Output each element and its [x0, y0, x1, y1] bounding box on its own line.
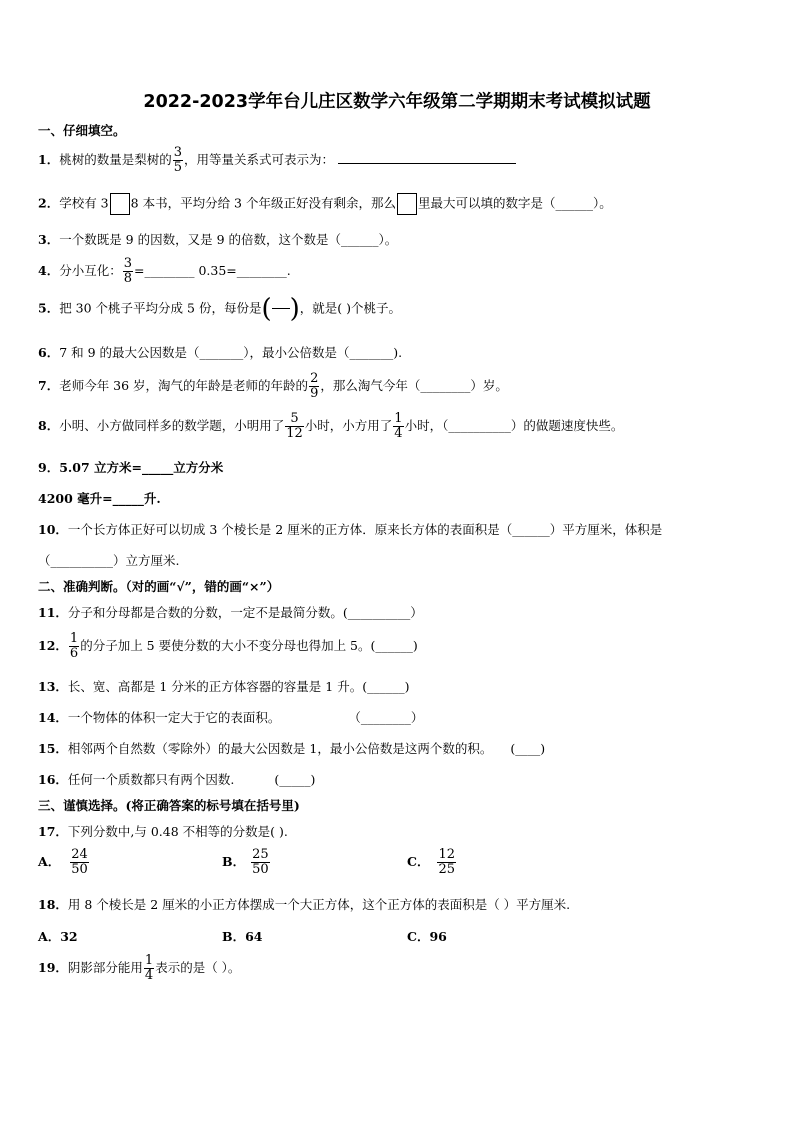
choice-b[interactable]: B．64	[222, 929, 263, 944]
question-6: 6．7 和 9 的最大公因数是（_______），最小公倍数是（_______).	[38, 345, 403, 360]
question-1: 1．桃树的数量是梨树的 $\frac{3}{5}$ ，用等量关系式可表示为：	[38, 146, 516, 175]
question-5: 5．把 30 个桃子平均分成 5 份，每份是( )，就是( )个桃子。	[38, 294, 402, 324]
page-title: 2022-2023学年台儿庄区数学六年级第二学期期末考试模拟试题	[143, 92, 651, 112]
choice-a[interactable]: A． $\frac{24}{50}$	[38, 847, 88, 877]
question-9: 9．5.07 立方米=_____立方分米	[38, 460, 224, 475]
question-16: 16．任何一个质数都只有两个因数. (_____)	[38, 772, 316, 787]
choice-a[interactable]: A．32	[38, 929, 78, 944]
section-1-heading: 一、仔细填空。	[38, 123, 126, 138]
question-18: 18．用 8 个棱长是 2 厘米的小正方体摆成一个大正方体，这个正方体的表面积是（ ）平方厘米.	[38, 897, 571, 912]
section-2-heading: 二、准确判断。（对的画“√”，错的画“×”）	[38, 579, 280, 594]
question-7: 7．老师今年 36 岁，淘气的年龄是老师的年龄的 $\frac{2}{9}$ ，那么淘气今年（________）岁。	[38, 371, 508, 401]
choice-c[interactable]: C．96	[407, 929, 447, 944]
choice-b[interactable]: B． $\frac{25}{50}$	[222, 847, 269, 877]
question-19: 19．阴影部分能用 $\frac{1}{4}$ 表示的是（ ）。	[38, 953, 241, 983]
question-15: 15．相邻两个自然数（零除外）的最大公因数是 1，最小公倍数是这两个数的积。 (____)	[38, 741, 546, 756]
question-8: 8．小明、小方做同样多的数学题，小明用了 $\frac{5}{12}$ 小时，小方用了 $\frac{1}{4}$ 小时，（__________）的做题速度快些。	[38, 411, 624, 441]
choice-c[interactable]: C． $\frac{12}{25}$	[407, 847, 455, 877]
question-4: 4．分小互化： $\frac{3}{8}$ =________ 0.35=________.	[38, 256, 291, 286]
question-10: 10．一个长方体正好可以切成 3 个棱长是 2 厘米的正方体．原来长方体的表面积是（______）平方厘米，体积是	[38, 522, 663, 537]
fraction: $\frac{1}{4}$	[144, 953, 154, 983]
fraction: $\frac{1}{4}$	[394, 411, 403, 441]
question-3: 3．一个数既是 9 的因数，又是 9 的倍数，这个数是（______）。	[38, 232, 398, 247]
fraction: $\frac{3}{8}$	[123, 256, 132, 286]
question-14: 14．一个物体的体积一定大于它的表面积。 （________）	[38, 710, 424, 725]
section-3-heading: 三、谨慎选择。(将正确答案的标号填在括号里)	[38, 798, 300, 813]
fraction: $\frac{1}{6}$	[69, 631, 79, 661]
digit-box[interactable]	[397, 193, 417, 215]
question-2: 2．学校有 3 8 本书，平均分给 3 个年级正好没有剩余，那么 里最大可以填的数字是（______）。	[38, 193, 612, 215]
question-12: 12． $\frac{1}{6}$ 的分子加上 5 要使分数的大小不变分母也得加上 5。(______)	[38, 631, 418, 661]
digit-box[interactable]	[110, 193, 130, 215]
fraction-blank[interactable]: ( )	[261, 294, 300, 324]
question-13: 13．长、宽、高都是 1 分米的正方体容器的容量是 1 升。(______)	[38, 679, 410, 694]
fraction: $\frac{3}{5}$	[173, 145, 182, 175]
question-11: 11．分子和分母都是合数的分数，一定不是最简分数。(__________）	[38, 605, 423, 620]
fraction: $\frac{2}{9}$	[310, 371, 319, 401]
question-17: 17．下列分数中,与 0.48 不相等的分数是( ).	[38, 824, 288, 839]
question-10-line-2: （__________）立方厘米.	[38, 553, 180, 568]
question-9-part-2: 4200 毫升=_____升.	[38, 491, 161, 506]
fraction: $\frac{5}{12}$	[286, 411, 303, 441]
answer-blank[interactable]	[338, 151, 516, 164]
